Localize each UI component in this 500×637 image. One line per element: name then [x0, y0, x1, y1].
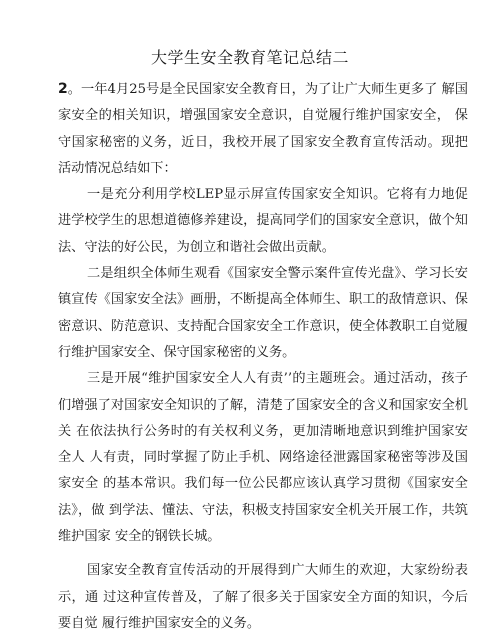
paragraph-intro-text: 。一年4月25号是全民国家安全教育日，为了让广大师生更多了 解国家安全的相关知识，增强国家安全意识，自觉履行维护国家安全， 保守国家秘密的义务，近日，我校开展了国家安全教育宣传活动。现把 活动情况总结如下： — [58, 82, 468, 176]
paragraph-one: 一是充分利用学校LEP显示屏宣传国家安全知识。它将有力地促 进学校学生的思想道德修养建设，提高同学们的国家安全意识，做个知 法、守法的好公民，为创立和谐社会做出贡献。 — [58, 187, 468, 255]
paragraph-number: 2 — [58, 81, 68, 97]
document-title: 大学生安全教育笔记总结二 — [150, 48, 349, 67]
paragraph-conclusion: 国家安全教育宣传活动的开展得到广大师生的欢迎，大家纷纷表示，通 过这种宣传普及，了解了很多关于国家安全方面的知识，今后要自觉 履行维护国家安全的义务。 — [58, 563, 468, 631]
document-body — [58, 76, 468, 637]
paragraph-two: 二是组织全体师生观看《国家安全警示案件宣传光盘》、学习长安 镇宣传《国家安全法》画册，不断提高全体师生、职工的敌情意识、保 密意识、防范意识、支持配合国家安全工作意识，使全体教职工自觉履 行维护国家安全、保守国家秘密的义务。 — [58, 266, 468, 360]
paragraph-intro — [58, 76, 468, 182]
paragraph-three: 三是开展“维护国家安全人人有责’’的主题班会。通过活动，孩子们增强了对国家安全知识的了解，清楚了国家安全的含义和国家安全机关 在依法执行公务时的有关权利义务，更加清晰地意识到维护国家安全人 人有责，同时掌握了防止手机、网络途径泄露国家秘密等涉及国家安全 的基本常识。我们每一位公民都应该认真学习贯彻《国家安全法》，做 到学法、懂法、守法，积极支持国家安全机关开展工作，共筑维护国家 安全的钢铁长城。 — [58, 371, 468, 545]
